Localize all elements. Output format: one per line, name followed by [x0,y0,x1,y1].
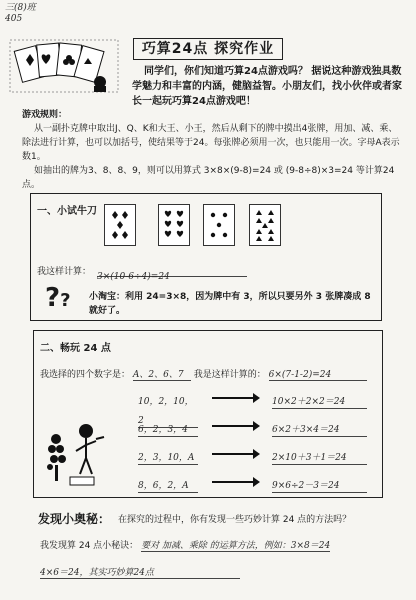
chosen-calc: 6×(7-1-2)=24 [268,370,332,380]
row-right-blank [272,417,367,437]
row-right-blank [272,473,367,493]
arrow-icon [212,481,258,483]
small-talk-text: 利用 24=3×8，因为牌中有 3，所以只要另外 3 张牌凑成 8 就好了。 [89,292,371,316]
row4-left: 8，6，2，A [138,481,189,491]
rules-heading: 游戏规则： [22,110,68,120]
row-left-blank [138,473,198,493]
chosen-numbers: A、2、6、7 [132,370,184,380]
rules-paragraph: 从一副扑克牌中取出J、Q、K和大王、小王，然后从剩下的牌中摸出4张牌，用加、减、乘、除法进行计算，也可以加括号，使结果等于24。每张牌必须用一次，也只能用一次。字母A表示数1。 [22,124,400,162]
section2-prompt-row [40,367,367,381]
section2-prompt2: 我是这样计算的： [193,370,266,380]
section1-prompt: 我这样计算： [37,267,92,277]
arrow-icon [212,453,258,455]
chosen-calc-field [269,370,367,381]
row-right-blank [272,445,367,465]
rules-example: 如抽出的牌为3、8、8、9，则可以用算式 3×8×(9-8)=24 或 (9-8÷8)×3=24 等计算24点。 [22,166,395,190]
row4-right: 9×6÷2－3＝24 [272,481,340,491]
row-left-blank [138,417,198,437]
question-marks-icon: ?? [45,283,71,313]
playing-cards-illustration [8,34,120,96]
row2-left: 6，2，3，4 [138,425,188,435]
card-hearts [158,204,190,246]
corner-number: 405 [5,14,23,24]
corner-class: 三(8)班 [5,3,36,13]
row-right-blank [272,389,367,409]
page-title: 巧算24点 探究作业 [133,38,283,60]
chosen-numbers-field [133,367,191,381]
discover-question: 在探究的过程中，你有发现一些巧妙计算 24 点的方法吗？ [118,515,352,525]
child-watering-illustration [42,409,112,489]
section-play [33,330,383,498]
card-clubs [203,204,235,246]
discover-answer-line1: 要对 加减、乘除 的运算方法，例如：3×8＝24 [141,541,331,551]
discover-title: 发现小奥秘： [38,512,111,526]
section2-title: 二、畅玩 24 点 [40,343,111,354]
card-spades [249,204,281,246]
row1-right: 10×2＋2×2＝24 [272,397,346,407]
discover-label: 我发现算 24 点小秘诀： [40,541,139,551]
card-diamonds [104,204,136,246]
section1-answer-line [97,264,247,282]
row3-left: 2，3，10，A [138,453,195,463]
section1-answer: 3×(10-6÷4)=24 [97,272,170,282]
discover-answer-line2-field [40,565,240,579]
corner-note [5,3,36,25]
discover-answer [40,538,400,579]
section2-prompt: 我选择的四个数字是： [40,370,131,380]
row3-right: 2×10＋3＋1＝24 [272,453,347,463]
small-talk-label: 小淘宝： [89,292,126,302]
section1-title: 一、小试牛刀 [37,206,97,217]
row2-right: 6×2＋3×4＝24 [272,425,340,435]
small-talk [89,290,379,318]
arrow-icon [212,425,258,427]
section-trial [30,193,382,321]
arrow-icon [212,397,258,399]
discover-answer-line2: 4×6＝24，其实巧妙算24点 [40,568,154,578]
intro-text: 同学们，你们知道巧算24点游戏吗？ 据说这种游戏独具数学魅力和丰富的内涵，健脑益智。小朋友们，找小伙伴或者家长一起玩巧算24点游戏吧！ [132,66,402,107]
row1-left: 10，2，10，2 [138,397,194,426]
game-rules [22,108,406,192]
row-left-blank [138,445,198,465]
